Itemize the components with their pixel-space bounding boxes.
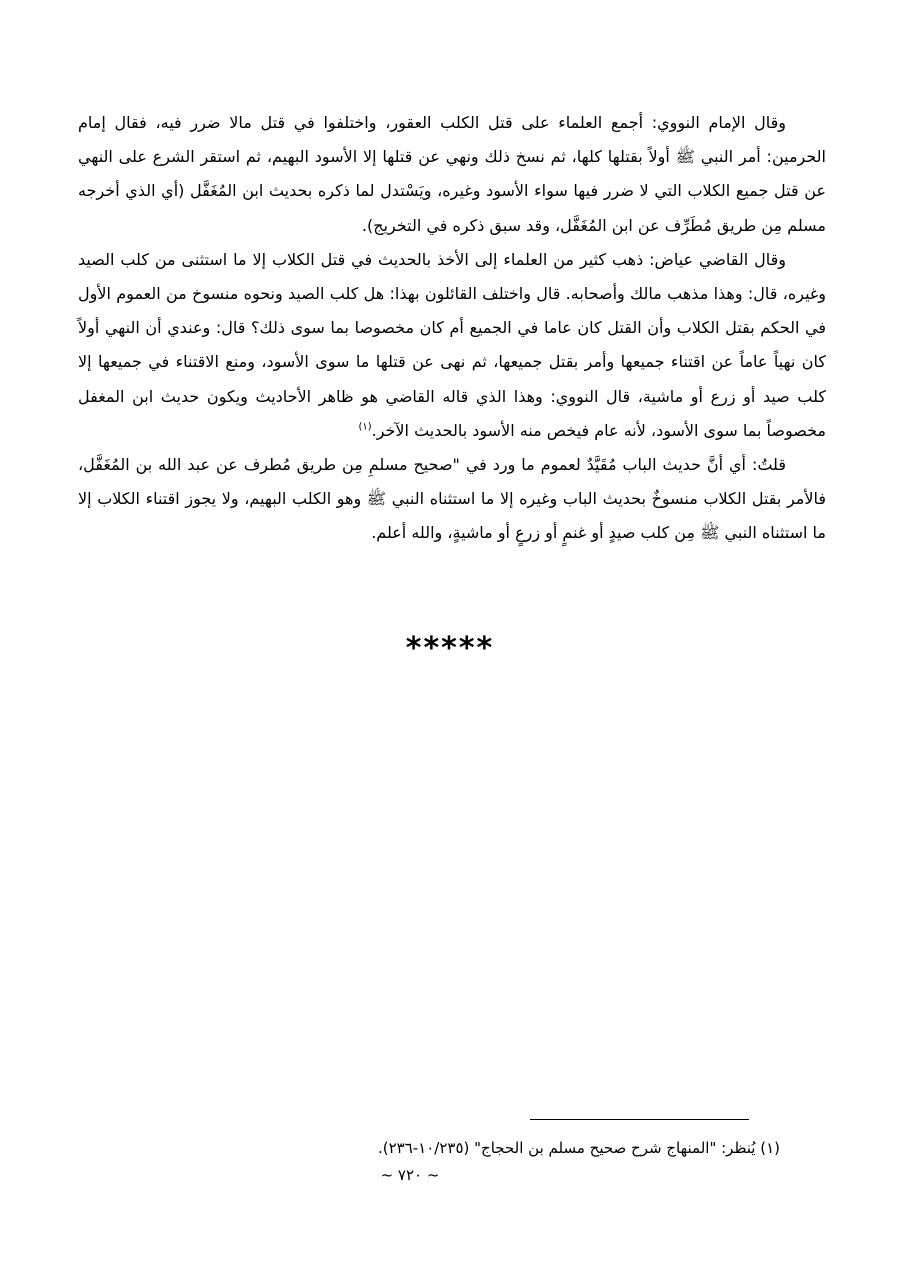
main-text [78, 106, 826, 551]
footnote-reference: (١) [358, 421, 372, 433]
paragraph-author-note [78, 448, 826, 551]
paragraph-nawawi [78, 106, 826, 243]
footnote: (١) يُنظر: "المنهاج شرح صحيح مسلم بن الحجاج" (١٠/٢٣٥-٢٣٦). [377, 1139, 780, 1157]
paragraph-qadi-iyad [78, 243, 826, 448]
page-number: ~ ٧٢٠ ~ [380, 1166, 440, 1184]
footnote-divider [530, 1119, 749, 1120]
paragraph-nawawi-text: وقال الإمام النووي: أجمع العلماء على قتل الكلب العقور، واختلفوا في قتل مالا ضرر فيه، فقال إمام الحرمين: أمر النبي ﷺ أولاً بقتلها كلها، ثم نسخ ذلك ونهي عن قتلها إلا الأسود البهيم، ثم استقر الشرع على النهي عن قتل جميع الكلاب التي لا ضرر فيها سواء الأسود وغيره، ويَسْتدل لما ذكره بحديث ابن المُغَفَّل (أي الذي أخرجه مسلم مِن طريق مُطَرِّف عن ابن المُغَفَّل، وقد سبق ذكره في التخريج). [78, 113, 826, 235]
section-separator: ***** [405, 631, 495, 666]
paragraph-qadi-iyad-text: وقال القاضي عياض: ذهب كثير من العلماء إلى الأخذ بالحديث في قتل الكلاب إلا ما استثنى من كلب الصيد وغيره، قال: وهذا مذهب مالك وأصحابه. قال واختلف القائلون بهذا: هل كلب الصيد ونحوه منسوخ من العموم الأول في الحكم بقتل الكلاب وأن القتل كان عاما في الجميع أم كان مخصوصا بما سوى ذلك؟ قال: وعندي أن النهي أولاً كان نهياً عاماً عن اقتناء جميعها وأمر بقتل جميعها، ثم نهى عن قتلها ما سوى الأسود، ومنع الاقتناء في جميعها إلا كلب صيد أو زرع أو ماشية، قال النووي: وهذا الذي قاله القاضي هو ظاهر الأحاديث ويكون حديث ابن المغفل مخصوصاً بما سوى الأسود، لأنه عام فيخص منه الأسود بالحديث الآخر. [78, 249, 826, 440]
paragraph-author-note-text: قلتُ: أي أنَّ حديث الباب مُقَيَّدٌ لعموم ما ورد في "صحيح مسلمِ مِن طريق مُطرف عن عبد الله بن المُغَفَّل، فالأمر بقتل الكلاب منسوخٌ بحديث الباب وغيره إلا ما استثناه النبي ﷺ وهو الكلب البهيم، ولا يجوز اقتناء الكلاب إلا ما استثناه النبي ﷺ مِن كلب صيدٍ أو غنمٍ أو زرعٍ أو ماشيةٍ، والله أعلم. [78, 455, 826, 543]
